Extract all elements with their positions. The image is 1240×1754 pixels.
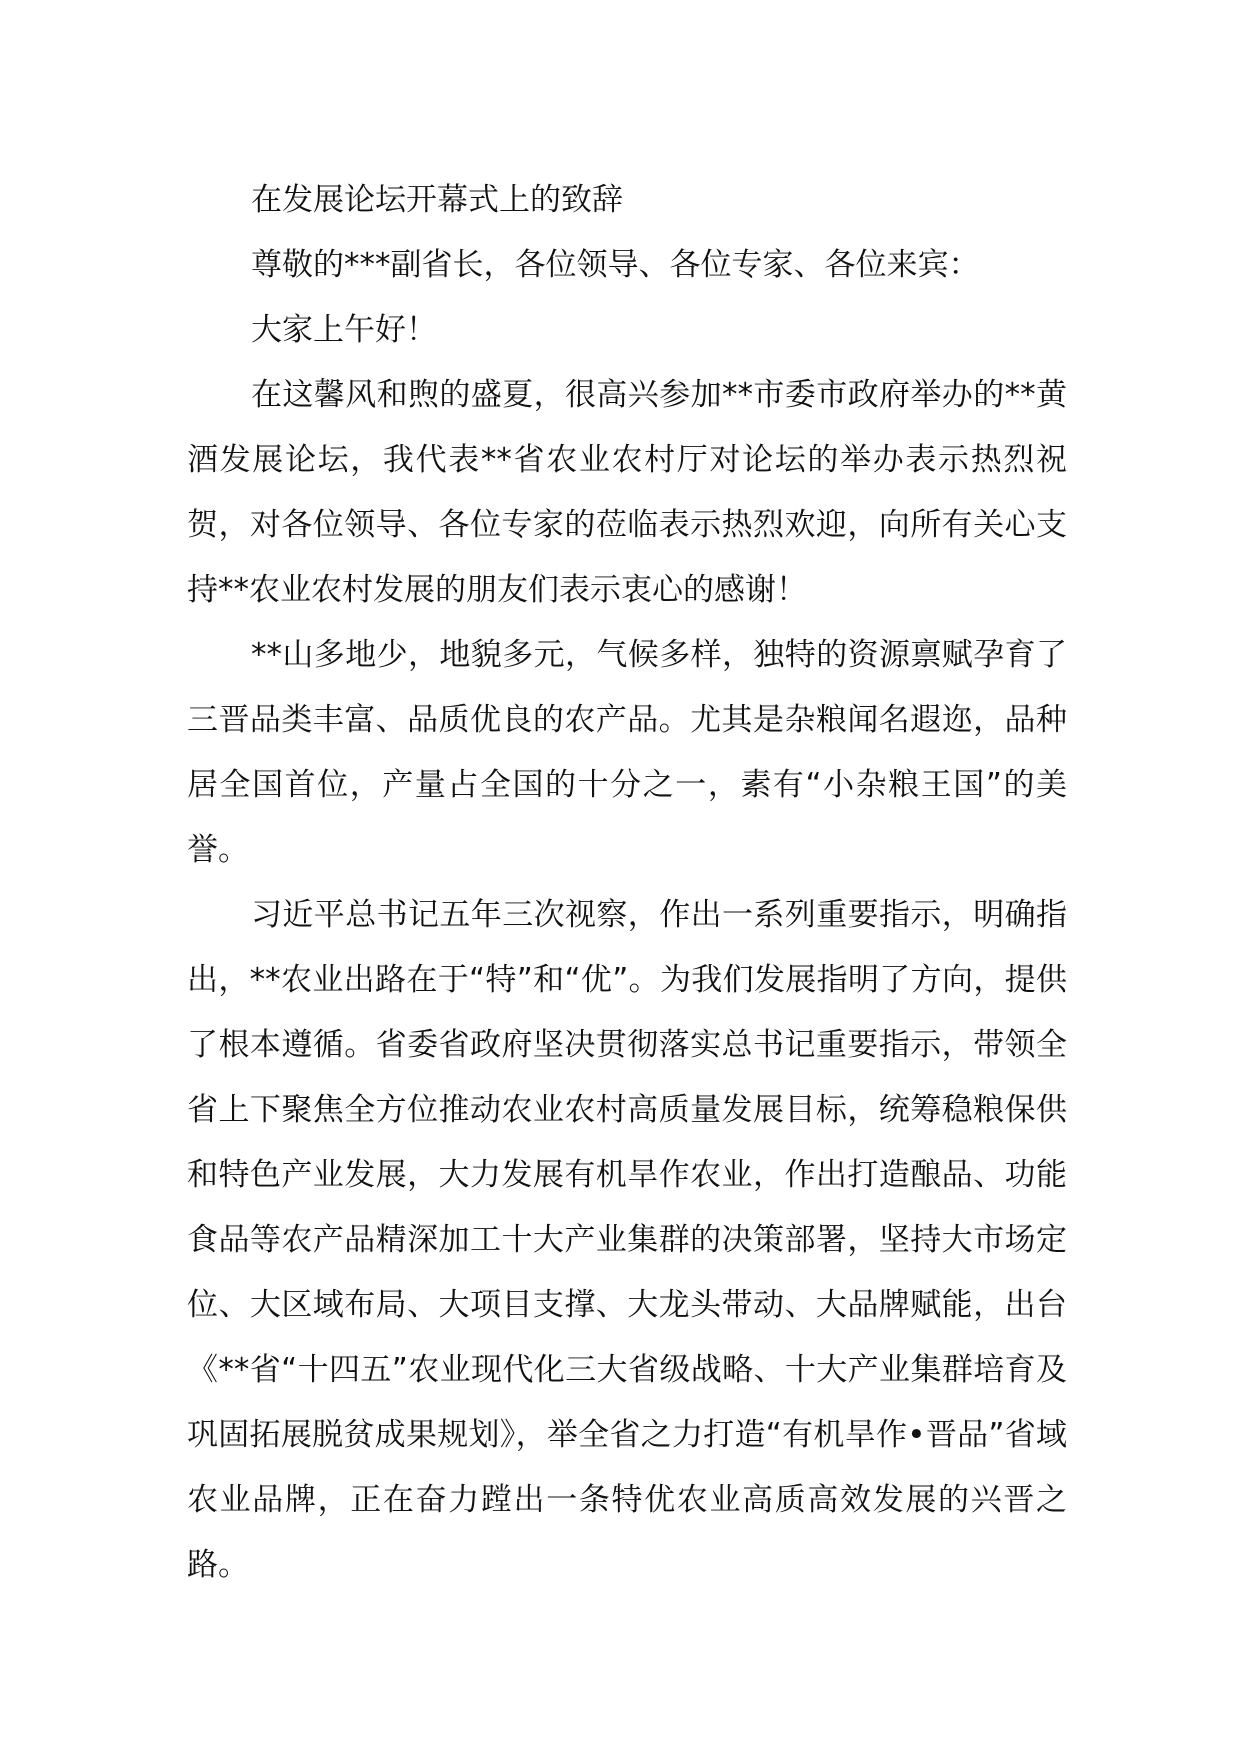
document-body [187, 168, 1067, 1598]
salutation: 尊敬的***副省长，各位领导、各位专家、各位来宾： [251, 247, 980, 283]
body-paragraph: 习近平总书记五年三次视察，作出一系列重要指示，明确指出，**农业出路在于“特”和“优”。为我们发展指明了方向，提供了根本遵循。省委省政府坚决贯彻落实总书记重要指示，带领全省上下聚焦全方位推动农业农村高质量发展目标，统筹稳粮保供和特色产业发展，大力发展有机旱作农业，作出打造酿品、功能食品等农产品精深加工十大产业集群的决策部署，坚持大市场定位、大区域布局、大项目支撑、大龙头带动、大品牌赋能，出台《**省“十四五”农业现代化三大省级战略、十大产业集群培育及巩固拓展脱贫成果规划》，举全省之力打造“有机旱作•晋品”省域农业品牌，正在奋力蹚出一条特优农业高质高效发展的兴晋之路。 [187, 897, 1067, 1583]
greeting: 大家上午好！ [251, 312, 437, 348]
document-title: 在发展论坛开幕式上的致辞 [251, 182, 623, 218]
body-paragraph: 在这馨风和煦的盛夏，很高兴参加**市委市政府举办的**黄酒发展论坛，我代表**省农业农村厅对论坛的举办表示热烈祝贺，对各位领导、各位专家的莅临表示热烈欢迎，向所有关心支持**农业农村发展的朋友们表示衷心的感谢！ [187, 377, 1067, 608]
body-paragraph: **山多地少，地貌多元，气候多样，独特的资源禀赋孕育了三晋品类丰富、品质优良的农产品。尤其是杂粮闻名遐迩，品种居全国首位，产量占全国的十分之一，素有“小杂粮王国”的美誉。 [187, 637, 1067, 868]
